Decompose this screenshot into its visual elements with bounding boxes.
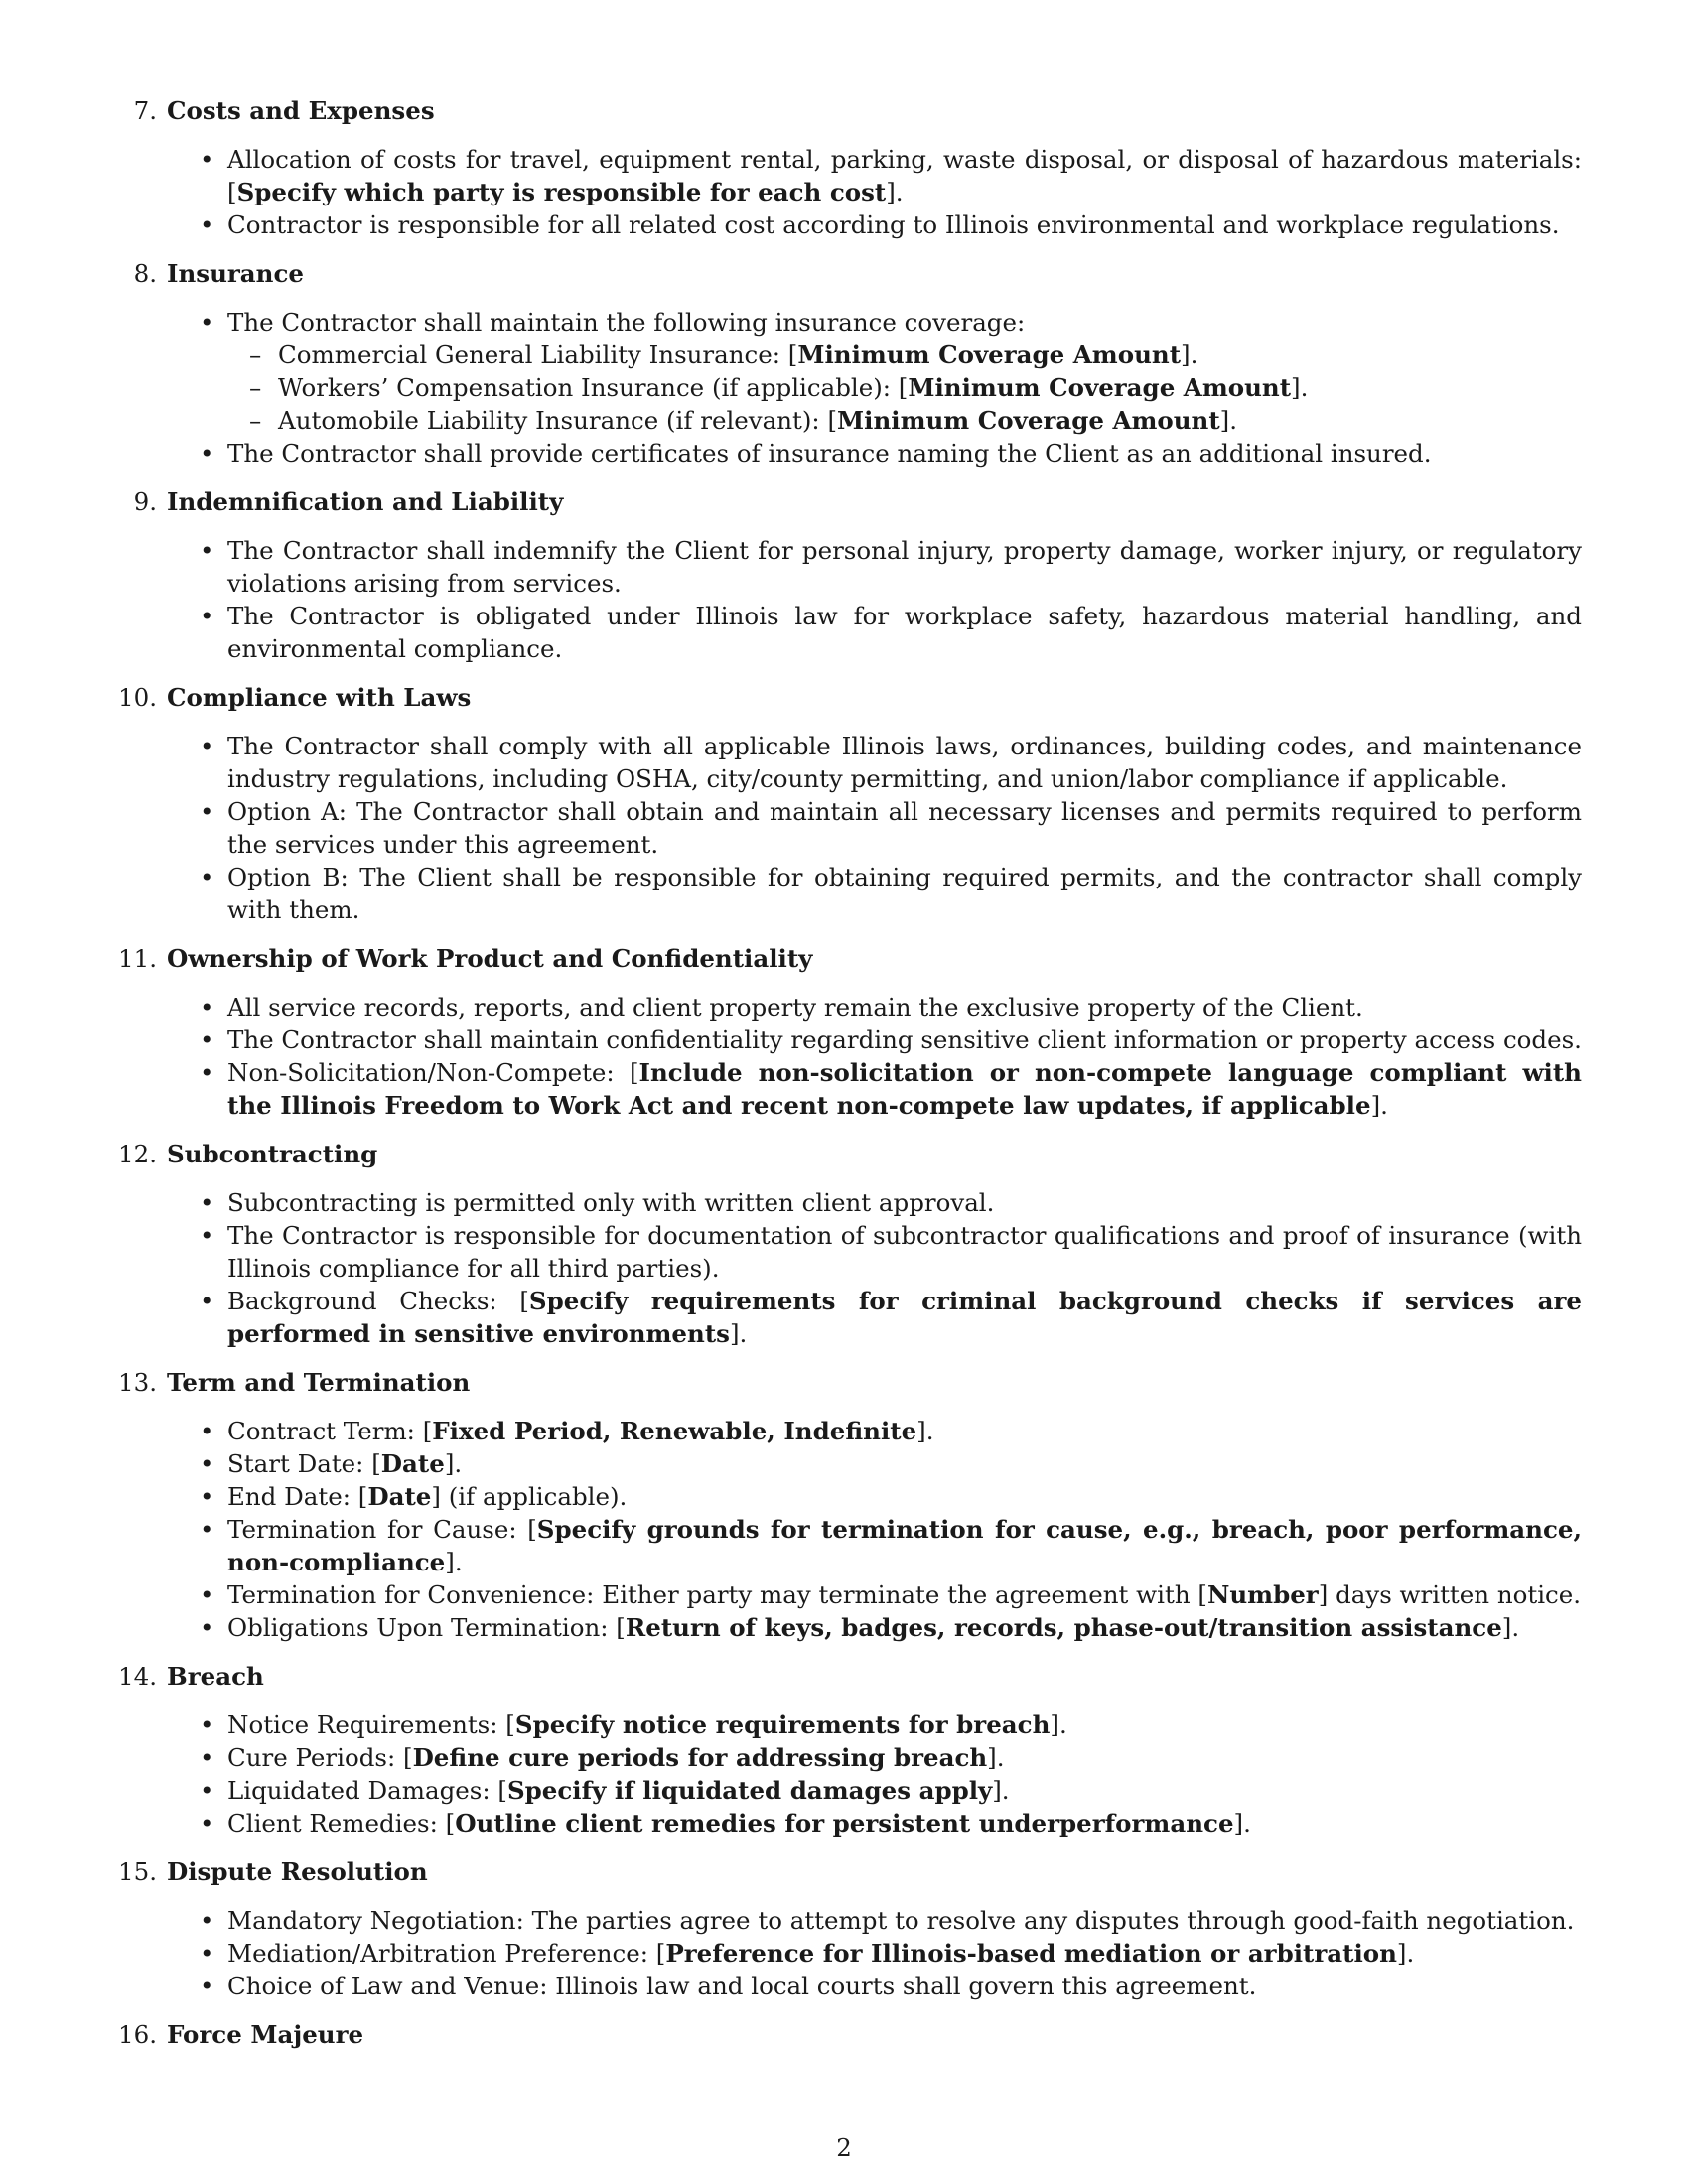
sub-list	[227, 339, 1582, 437]
section-title: Term and Termination	[167, 1368, 471, 1397]
list-item: • The Contractor shall maintain confidentiality regarding sensitive client information or property access codes.	[227, 1024, 1582, 1056]
page-number: 2	[836, 2133, 852, 2162]
section-heading	[118, 1366, 1582, 1399]
list-item: • Contractor is responsible for all related cost according to Illinois environmental and workplace regulations.	[227, 208, 1582, 241]
list-item: • Termination for Convenience: Either party may terminate the agreement with [Number] days written notice.	[227, 1578, 1582, 1611]
list-item: • Option A: The Contractor shall obtain and maintain all necessary licenses and permits required to perform the services under this agreement.	[227, 795, 1582, 861]
section-number: 12.	[118, 1140, 157, 1168]
section-title: Indemnification and Liability	[167, 487, 564, 516]
section-heading	[118, 1138, 1582, 1170]
section-force-majeure	[118, 2018, 1582, 2051]
list-item: • Choice of Law and Venue: Illinois law and local courts shall govern this agreement.	[227, 1970, 1582, 2002]
list-item: • Client Remedies: [Outline client remedies for persistent underperformance].	[227, 1807, 1582, 1840]
document-body	[118, 94, 1582, 2067]
list-item: • Mandatory Negotiation: The parties agree to attempt to resolve any disputes through good-faith negotiation.	[227, 1904, 1582, 1937]
section-number: 16.	[118, 2020, 157, 2049]
section-number: 8.	[133, 259, 157, 288]
list-item: • Background Checks: [Specify requirements for criminal background checks if services are performed in sensitive environments].	[227, 1285, 1582, 1350]
list-item: • The Contractor shall maintain the following insurance coverage: – Commercial General Liability Insurance: [Minimum Coverage Amount]. – Workers’ Compensation Insurance (if applicable): [Minimum Coverage Amount]. – Automobile Liability Insurance (if relevant): [Minimum Coverage Amount].	[227, 306, 1582, 437]
bullet-list	[167, 143, 1582, 241]
bullet-list	[167, 730, 1582, 926]
section-title: Force Majeure	[167, 2020, 364, 2049]
section-number: 10.	[118, 683, 157, 712]
section-title: Costs and Expenses	[167, 96, 435, 125]
section-title: Ownership of Work Product and Confidentiality	[167, 944, 813, 973]
section-number: 14.	[118, 1662, 157, 1691]
section-number: 13.	[118, 1368, 157, 1397]
list-item: • End Date: [Date] (if applicable).	[227, 1480, 1582, 1513]
section-heading	[118, 1855, 1582, 1888]
bullet-list	[167, 534, 1582, 665]
bullet-list	[167, 1415, 1582, 1644]
section-heading	[118, 942, 1582, 975]
bullet-list	[167, 1904, 1582, 2002]
section-title: Breach	[167, 1662, 264, 1691]
list-item: • Notice Requirements: [Specify notice requirements for breach].	[227, 1708, 1582, 1741]
list-item: • The Contractor is obligated under Illinois law for workplace safety, hazardous material handling, and environmental compliance.	[227, 600, 1582, 665]
section-indemnification	[133, 485, 1582, 665]
section-heading	[118, 1660, 1582, 1693]
section-number: 7.	[133, 96, 157, 125]
sub-list-item: – Automobile Liability Insurance (if relevant): [Minimum Coverage Amount].	[278, 404, 1582, 437]
list-item: • Subcontracting is permitted only with written client approval.	[227, 1186, 1582, 1219]
section-title: Subcontracting	[167, 1140, 378, 1168]
list-item: • Obligations Upon Termination: [Return of keys, badges, records, phase-out/transition assistance].	[227, 1611, 1582, 1644]
list-item: • The Contractor shall provide certificates of insurance naming the Client as an additional insured.	[227, 437, 1582, 470]
bullet-list	[167, 1186, 1582, 1350]
bullet-list	[167, 991, 1582, 1122]
list-item: • Liquidated Damages: [Specify if liquidated damages apply].	[227, 1774, 1582, 1807]
list-item: • Termination for Cause: [Specify grounds for termination for cause, e.g., breach, poor performance, non-compliance].	[227, 1513, 1582, 1578]
section-number: 11.	[118, 944, 157, 973]
list-item: • Non-Solicitation/Non-Compete: [Include non-solicitation or non-compete language compliant with the Illinois Freedom to Work Act and recent non-compete law updates, if applicable].	[227, 1056, 1582, 1122]
list-item: • Start Date: [Date].	[227, 1447, 1582, 1480]
sub-list-item: – Workers’ Compensation Insurance (if applicable): [Minimum Coverage Amount].	[278, 371, 1582, 404]
section-ownership-confidentiality	[118, 942, 1582, 1122]
section-subcontracting	[118, 1138, 1582, 1350]
list-item: • Contract Term: [Fixed Period, Renewable, Indefinite].	[227, 1415, 1582, 1447]
section-heading	[118, 2018, 1582, 2051]
section-term-and-termination	[118, 1366, 1582, 1644]
section-insurance	[133, 257, 1582, 470]
section-title: Dispute Resolution	[167, 1857, 428, 1886]
section-breach	[118, 1660, 1582, 1840]
section-compliance-with-laws	[118, 681, 1582, 926]
section-title: Compliance with Laws	[167, 683, 472, 712]
sub-list-item: – Commercial General Liability Insurance: [Minimum Coverage Amount].	[278, 339, 1582, 371]
bullet-list	[167, 306, 1582, 470]
section-heading	[133, 257, 1582, 290]
list-item: • All service records, reports, and client property remain the exclusive property of the Client.	[227, 991, 1582, 1024]
section-title: Insurance	[167, 259, 304, 288]
list-item: • Option B: The Client shall be responsible for obtaining required permits, and the contractor shall comply with them.	[227, 861, 1582, 926]
list-item: • The Contractor shall indemnify the Client for personal injury, property damage, worker injury, or regulatory violations arising from services.	[227, 534, 1582, 600]
section-dispute-resolution	[118, 1855, 1582, 2002]
list-item: • Cure Periods: [Define cure periods for addressing breach].	[227, 1741, 1582, 1774]
section-number: 15.	[118, 1857, 157, 1886]
list-item: • The Contractor is responsible for documentation of subcontractor qualifications and proof of insurance (with Illinois compliance for all third parties).	[227, 1219, 1582, 1285]
section-heading	[118, 681, 1582, 714]
section-costs-and-expenses	[133, 94, 1582, 241]
section-heading	[133, 485, 1582, 518]
list-item: • Mediation/Arbitration Preference: [Preference for Illinois-based mediation or arbitration].	[227, 1937, 1582, 1970]
section-heading	[133, 94, 1582, 127]
list-item: • The Contractor shall comply with all applicable Illinois laws, ordinances, building codes, and maintenance industry regulations, including OSHA, city/county permitting, and union/labor compliance if applicable.	[227, 730, 1582, 795]
bullet-list	[167, 1708, 1582, 1840]
list-item: • Allocation of costs for travel, equipment rental, parking, waste disposal, or disposal of hazardous materials: [Specify which party is responsible for each cost].	[227, 143, 1582, 208]
section-number: 9.	[133, 487, 157, 516]
